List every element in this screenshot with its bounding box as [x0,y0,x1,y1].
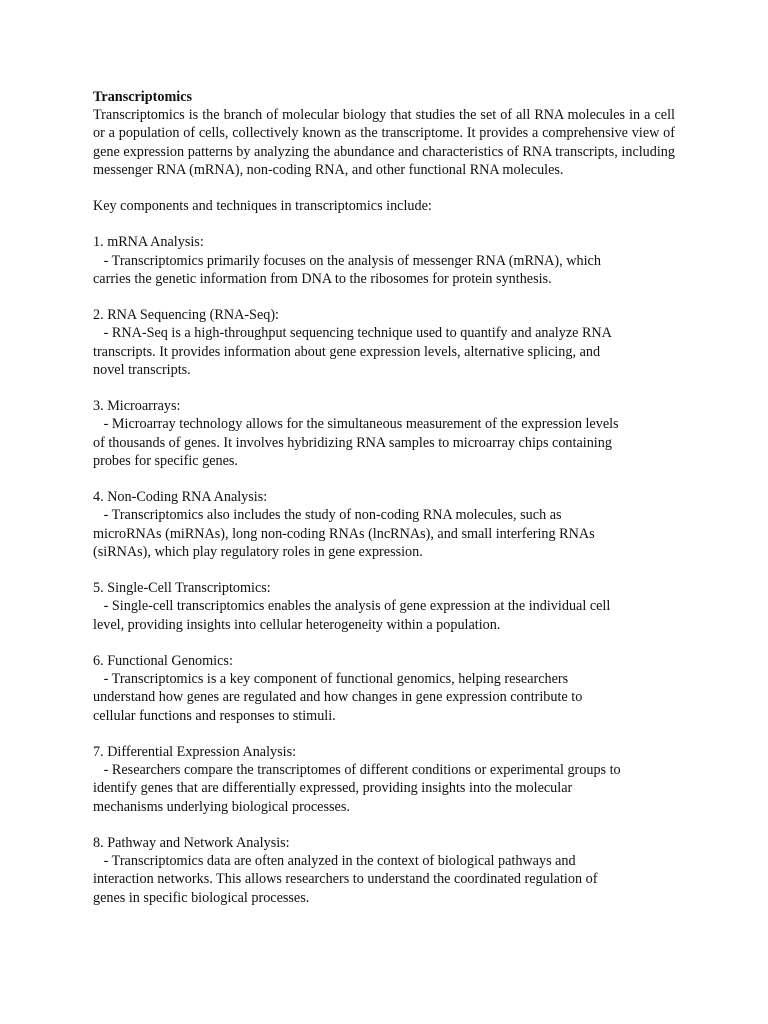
section-body: - Microarray technology allows for the simultaneous measurement of the expression levels of thousands of genes. It involves hybridizing RNA samples to microarray chips containing probes for specific genes. [93,416,619,469]
section-heading: 8. Pathway and Network Analysis: [93,835,290,851]
section-body: - Transcriptomics data are often analyzed in the context of biological pathways and interaction networks. This allows researchers to understand the coordinated regulation of genes in specific biological processes. [93,853,598,906]
document-title: Transcriptomics [93,89,193,105]
section-differential-expression [93,743,675,816]
lead-sentence: Key components and techniques in transcriptomics include: [93,198,432,215]
section-functional-genomics [93,652,675,725]
section-body: - Transcriptomics is a key component of functional genomics, helping researchers understand how genes are regulated and how changes in gene expression contribute to cellular functions and responses to stimuli. [93,671,583,724]
section-heading: 5. Single-Cell Transcriptomics: [93,580,271,597]
intro-paragraph: Transcriptomics is the branch of molecular biology that studies the set of all RNA molecules in a cell or a population of cells, collectively known as the transcriptome. It provides a comprehensive view of gene expression patterns by analyzing the abundance and characteristics of RNA transcripts, including messenger RNA (mRNA), non-coding RNA, and other functional RNA molecules. [93,107,675,178]
section-body: - Transcriptomics primarily focuses on the analysis of messenger RNA (mRNA), which carries the genetic information from DNA to the ribosomes for protein synthesis. [93,252,601,287]
document-page [93,88,675,907]
section-rna-sequencing [93,306,675,379]
section-non-coding-rna [93,488,675,561]
section-heading: 1. mRNA Analysis: [93,234,204,251]
section-heading: 7. Differential Expression Analysis: [93,744,297,760]
section-heading: 2. RNA Sequencing (RNA-Seq): [93,307,279,324]
section-heading: 4. Non-Coding RNA Analysis: [93,489,268,506]
section-body: - Researchers compare the transcriptomes of different conditions or experimental groups to identify genes that are differentially expressed, providing insights into the molecular mechanisms underlying biological processes. [93,762,621,815]
section-body: - Single-cell transcriptomics enables the analysis of gene expression at the individual cell level, providing insights into cellular heterogeneity within a population. [93,598,611,633]
section-heading: 6. Functional Genomics: [93,653,233,669]
section-body: - Transcriptomics also includes the study of non-coding RNA molecules, such as microRNAs (miRNAs), long non-coding RNAs (lncRNAs), and small interfering RNAs (siRNAs), which play regulatory roles in gene expression. [93,507,595,560]
section-single-cell [93,579,675,634]
section-microarrays [93,397,675,470]
section-body: - RNA-Seq is a high-throughput sequencing technique used to quantify and analyze RNA transcripts. It provides information about gene expression levels, alternative splicing, and novel transcripts. [93,325,612,378]
section-heading: 3. Microarrays: [93,398,181,415]
section-mrna-analysis [93,233,675,288]
section-pathway-network [93,834,675,907]
